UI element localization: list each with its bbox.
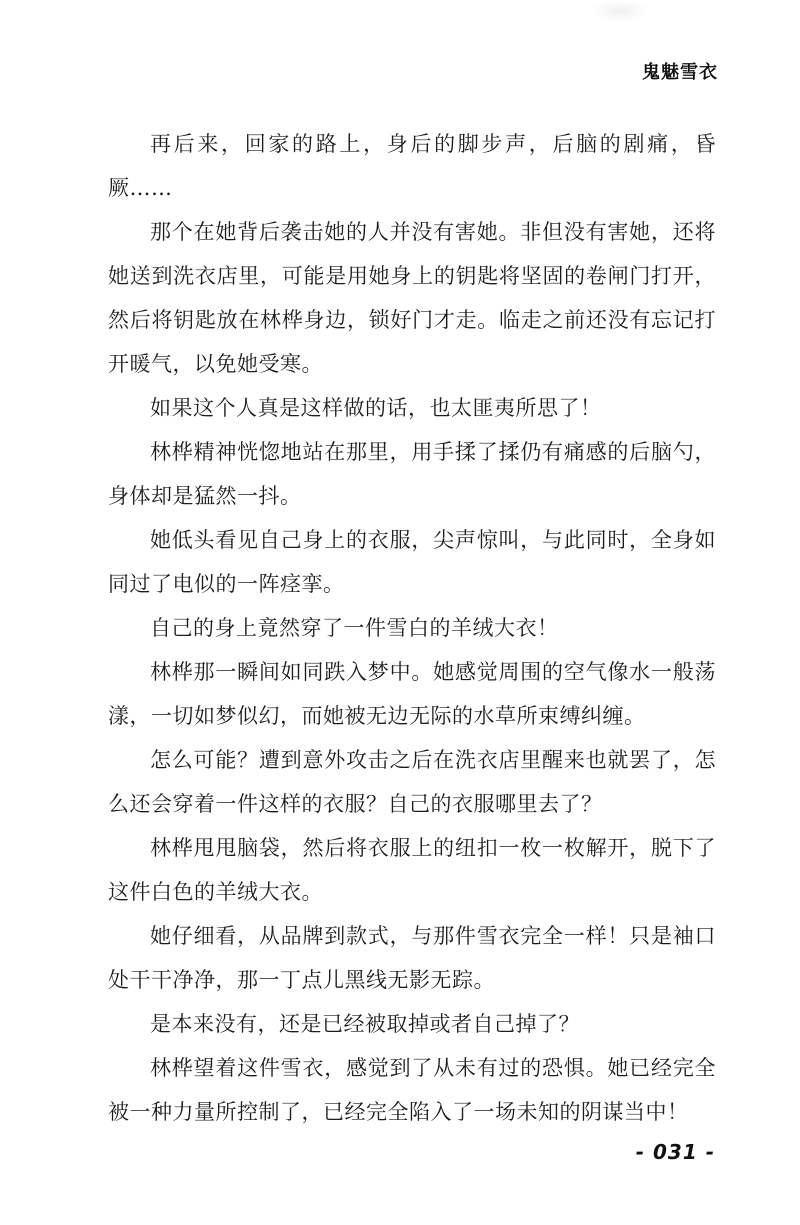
scan-smudge [590, 0, 650, 22]
paragraph: 怎么可能？遭到意外攻击之后在洗衣店里醒来也就罢了，怎么还会穿着一件这样的衣服？自己的衣服哪里去了？ [108, 748, 716, 816]
paragraph: 林桦那一瞬间如同跌入梦中。她感觉周围的空气像水一般荡漾，一切如梦似幻，而她被无边无际的水草所束缚纠缠。 [108, 660, 716, 728]
paragraph: 林桦甩甩脑袋，然后将衣服上的纽扣一枚一枚解开，脱下了这件白色的羊绒大衣。 [108, 836, 716, 904]
paragraph: 再后来，回家的路上，身后的脚步声，后脑的剧痛，昏厥…… [108, 132, 716, 200]
paragraph: 那个在她背后袭击她的人并没有害她。非但没有害她，还将她送到洗衣店里，可能是用她身上的钥匙将坚固的卷闸门打开，然后将钥匙放在林桦身边，锁好门才走。临走之前还没有忘记打开暖气，以免她受寒。 [108, 220, 716, 376]
body-text [108, 122, 716, 1134]
paragraph: 她低头看见自己身上的衣服，尖声惊叫，与此同时，全身如同过了电似的一阵痉挛。 [108, 528, 716, 596]
paragraph: 自己的身上竟然穿了一件雪白的羊绒大衣！ [150, 616, 559, 640]
running-head-title: 鬼魅雪衣 [642, 62, 718, 83]
paragraph: 林桦精神恍惚地站在那里，用手揉了揉仍有痛感的后脑勺，身体却是猛然一抖。 [108, 440, 716, 508]
paragraph: 林桦望着这件雪衣，感觉到了从未有过的恐惧。她已经完全被一种力量所控制了，已经完全陷入了一场未知的阴谋当中！ [108, 1056, 716, 1124]
page-number: - 031 - [635, 1140, 715, 1164]
paragraph: 她仔细看，从品牌到款式，与那件雪衣完全一样！只是袖口处干干净净，那一丁点儿黑线无影无踪。 [108, 924, 716, 992]
paragraph: 是本来没有，还是已经被取掉或者自己掉了？ [150, 1012, 580, 1036]
paragraph: 如果这个人真是这样做的话，也太匪夷所思了！ [150, 396, 602, 420]
